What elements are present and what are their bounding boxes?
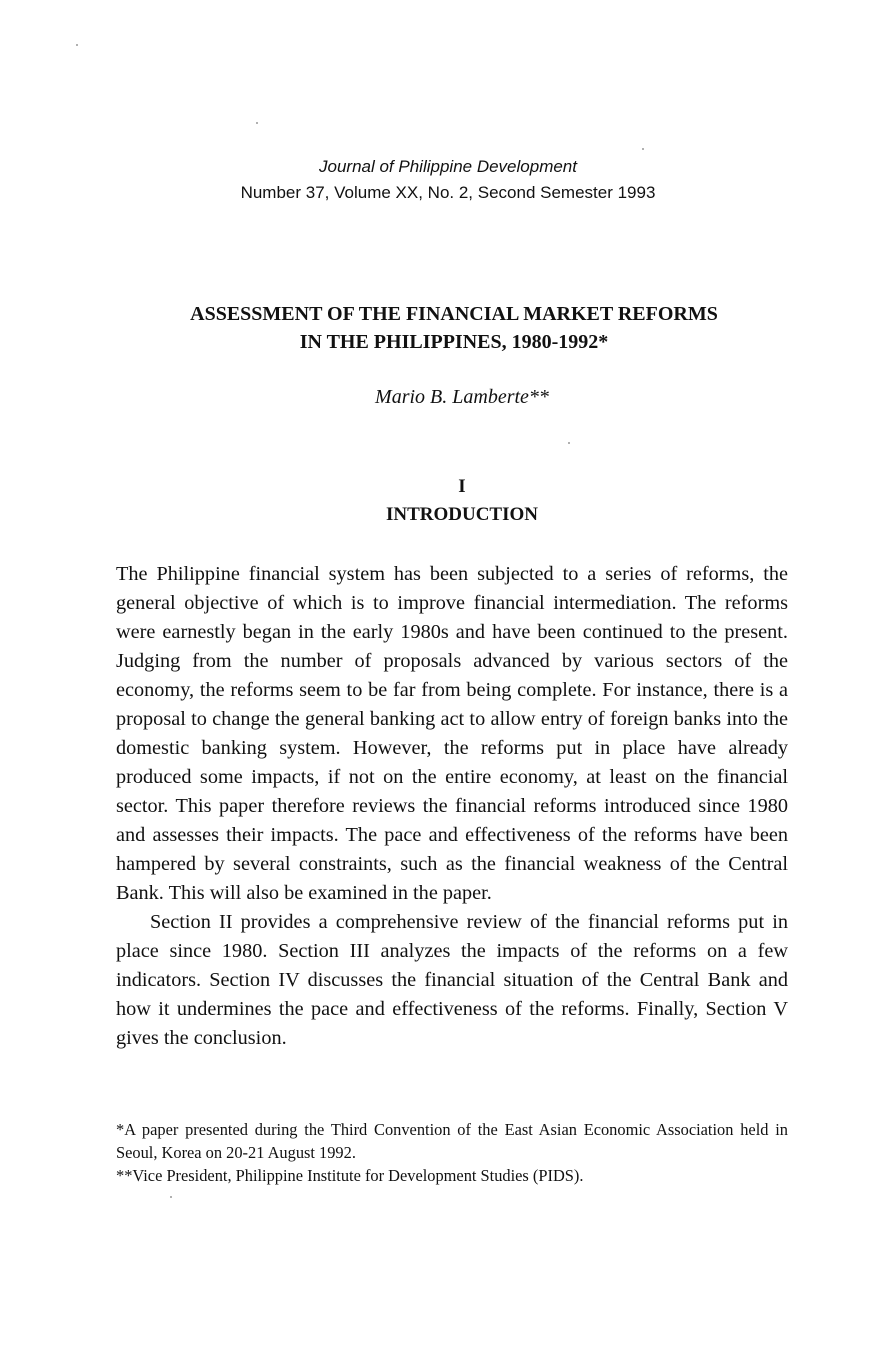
body-paragraph-1: The Philippine financial system has been subjected to a series of reforms, the general objective of which is to improve financial intermediation. The reforms were earnestly began in the early 1980s and have been continued to the present. Judging from the number of proposals advanced by various sectors of the economy, the reforms seem to be far from being complete. For instance, there is a proposal to change the general banking act to allow entry of foreign banks into the domestic banking system. However, the reforms put in place have already produced some impacts, if not on the entire economy, at least on the financial sector. This paper therefore reviews the financial reforms introduced since 1980 and assesses their impacts. The pace and effectiveness of the reforms have been hampered by several constraints, such as the financial weakness of the Central Bank. This will also be examined in the paper. xyxy=(116,563,788,904)
footnotes xyxy=(116,1118,788,1187)
article-body xyxy=(116,560,788,1053)
footnote-2: **Vice President, Philippine Institute for Development Studies (PIDS). xyxy=(116,1166,584,1185)
scan-speck xyxy=(568,442,570,444)
article-title-line-1: ASSESSMENT OF THE FINANCIAL MARKET REFORMS xyxy=(190,303,718,325)
body-paragraph-2: Section II provides a comprehensive review of the financial reforms put in place since 1980. Section III analyzes the impacts of the reforms on a few indicators. Section IV discusses the financial situation of the Central Bank and how it undermines the pace and effectiveness of the reforms. Finally, Section V gives the conclusion. xyxy=(116,911,788,1049)
scan-speck xyxy=(256,122,258,124)
article-title xyxy=(0,300,888,356)
journal-header xyxy=(0,154,888,206)
article-title-line-2: IN THE PHILIPPINES, 1980-1992* xyxy=(299,331,609,353)
article-author: Mario B. Lamberte** xyxy=(375,386,549,408)
scan-speck xyxy=(642,148,644,150)
section-title: INTRODUCTION xyxy=(385,504,539,525)
journal-name: Journal of Philippine Development xyxy=(319,157,577,176)
footnote-1: *A paper presented during the Third Convention of the East Asian Economic Association held in Seoul, Korea on 20-21 August 1992. xyxy=(116,1120,788,1162)
scan-speck xyxy=(76,44,78,46)
scan-speck xyxy=(170,1196,172,1198)
section-number: I xyxy=(458,476,466,497)
journal-issue: Number 37, Volume XX, No. 2, Second Semester 1993 xyxy=(240,183,656,202)
